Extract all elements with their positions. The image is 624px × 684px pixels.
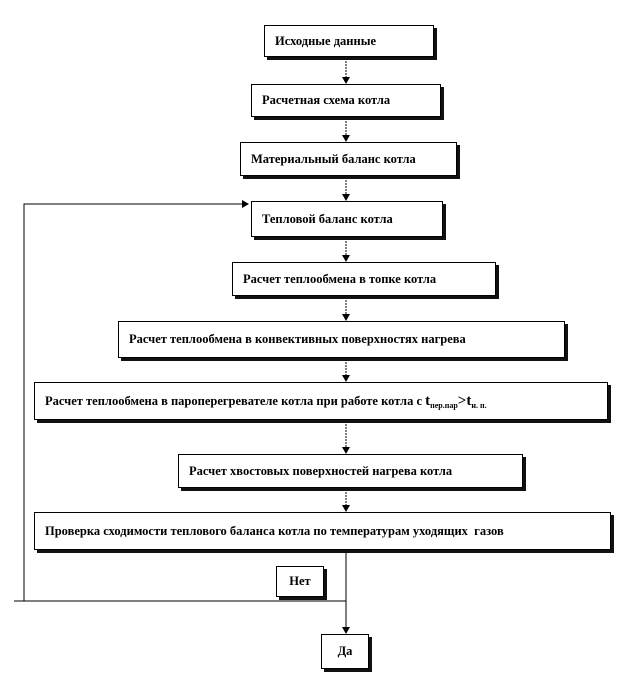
step-label: Исходные данные [275,33,377,48]
step-material-balance [240,142,457,176]
step-convective-heat-exchange [118,321,565,358]
step-tail-surfaces [178,454,523,488]
step-heat-balance [251,201,443,237]
step-design-scheme [251,84,441,117]
step-label: Материальный баланс котла [251,151,416,166]
step-label: Расчет теплообмена в топке котла [243,271,437,286]
no-branch-label: Нет [276,566,324,597]
step-source-data [264,25,434,57]
step-superheater-heat-exchange [34,382,608,420]
step-label: Расчетная схема котла [262,93,391,107]
step-furnace-heat-exchange [232,262,496,296]
superheat-condition: $t_{пер.пар}>t_{н. п.}$ [425,392,487,410]
step-label: Проверка сходимости теплового баланса котла по температурам уходящих газов [45,523,504,538]
step-label: Тепловой баланс котла [262,211,393,226]
step-label: Расчет теплообмена в пароперегревателе котла при работе котла с [45,393,426,408]
step-label: Расчет теплообмена в конвективных поверхностях нагрева [129,332,466,346]
step-label: Расчет хвостовых поверхностей нагрева котла [189,463,453,478]
yes-branch-label: Да [321,634,369,669]
step-convergence-check [34,512,611,550]
